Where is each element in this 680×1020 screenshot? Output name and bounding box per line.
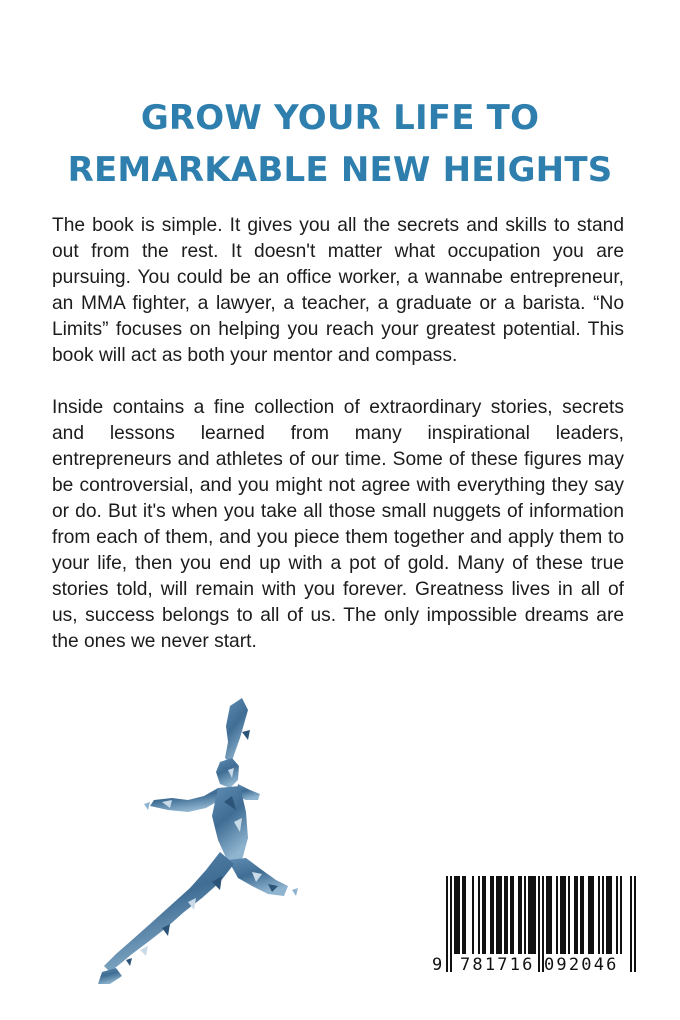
barcode-bar [568, 876, 570, 954]
barcode-bar [592, 876, 594, 954]
barcode-bar [598, 876, 600, 954]
barcode-bar [564, 876, 566, 954]
barcode-bar [490, 876, 492, 954]
barcode-bar [512, 876, 514, 954]
barcode-bar [562, 876, 564, 954]
barcode-bar [472, 876, 474, 954]
barcode-bar [620, 876, 622, 954]
barcode-bar [538, 876, 540, 972]
barcode-bar [446, 876, 448, 972]
barcode-prefix-digit: 9 [432, 955, 445, 975]
barcode-bar [634, 876, 636, 972]
barcode-bar [546, 876, 548, 954]
barcode-bar [464, 876, 466, 954]
barcode-bar [590, 876, 592, 954]
barcode-bar [548, 876, 550, 954]
barcode-bar [456, 876, 458, 954]
barcode-bar [504, 876, 506, 954]
barcode-bar [520, 876, 522, 954]
barcode-bar [610, 876, 612, 954]
shattered-runner-illustration [92, 692, 312, 992]
barcode-right-digits: 092046 [544, 955, 619, 975]
barcode-bar [556, 876, 558, 954]
barcode-bar [496, 876, 498, 954]
barcode-bar [580, 876, 582, 954]
barcode-bar [492, 876, 494, 954]
barcode-bar [518, 876, 520, 954]
headline-line-1: GROW YOUR LIFE TO [140, 98, 540, 138]
barcode-bar [524, 876, 526, 954]
barcode-bar [560, 876, 562, 954]
barcode-bar [498, 876, 500, 954]
description-paragraph-2: Inside contains a fine collection of extraordinary stories, secrets and lessons learned from many inspirational leaders, entrepreneurs and athletes of our time. Some of these figures may be controversial, and you might not agree with everything they say or do. But it's when you take all those small nuggets of information from each of them, and you piece them together and apply them to your life, then you end up with a pot of gold. Many of these true stories told, will remain with you forever. Greatness lives in all of us, success belongs to all of us. The only impossible dreams are the ones we never start. [52, 397, 624, 652]
barcode-bar [528, 876, 530, 954]
barcode-bar [534, 876, 536, 954]
barcode-bar [576, 876, 578, 954]
headline-line-2: REMARKABLE NEW HEIGHTS [67, 150, 613, 190]
barcode-bar [606, 876, 608, 954]
barcode-bar [616, 876, 618, 954]
barcode-bar [532, 876, 534, 954]
barcode-bar [500, 876, 502, 954]
barcode-bar [458, 876, 460, 954]
barcode-bar [482, 876, 484, 954]
barcode-bar [630, 876, 632, 972]
barcode-bar [550, 876, 552, 954]
barcode-bar [510, 876, 512, 954]
barcode-bar [574, 876, 576, 954]
barcode-bar [602, 876, 604, 954]
barcode-bar [530, 876, 532, 954]
barcode-bar [608, 876, 610, 954]
book-description [52, 213, 624, 655]
barcode-bar [454, 876, 456, 954]
isbn-barcode [420, 858, 640, 990]
cover-headline [40, 92, 640, 196]
figure-silhouette [98, 698, 288, 984]
barcode-bar [506, 876, 508, 954]
barcode-bar [582, 876, 584, 954]
barcode-bar [588, 876, 590, 954]
barcode-bar [484, 876, 486, 954]
barcode-bar [478, 876, 480, 954]
barcode-bar [450, 876, 452, 972]
barcode-bar [462, 876, 464, 954]
description-paragraph-1: The book is simple. It gives you all the secrets and skills to stand out from the rest. It doesn't matter what occupation you are pursuing. You could be an office worker, a wannabe entrepreneur, an MMA fighter, a lawyer, a teacher, a graduate or a barista. “No Limits” focuses on helping you reach your greatest potential. This book will act as both your mentor and compass. [52, 215, 624, 366]
barcode-left-digits: 781716 [460, 955, 535, 975]
